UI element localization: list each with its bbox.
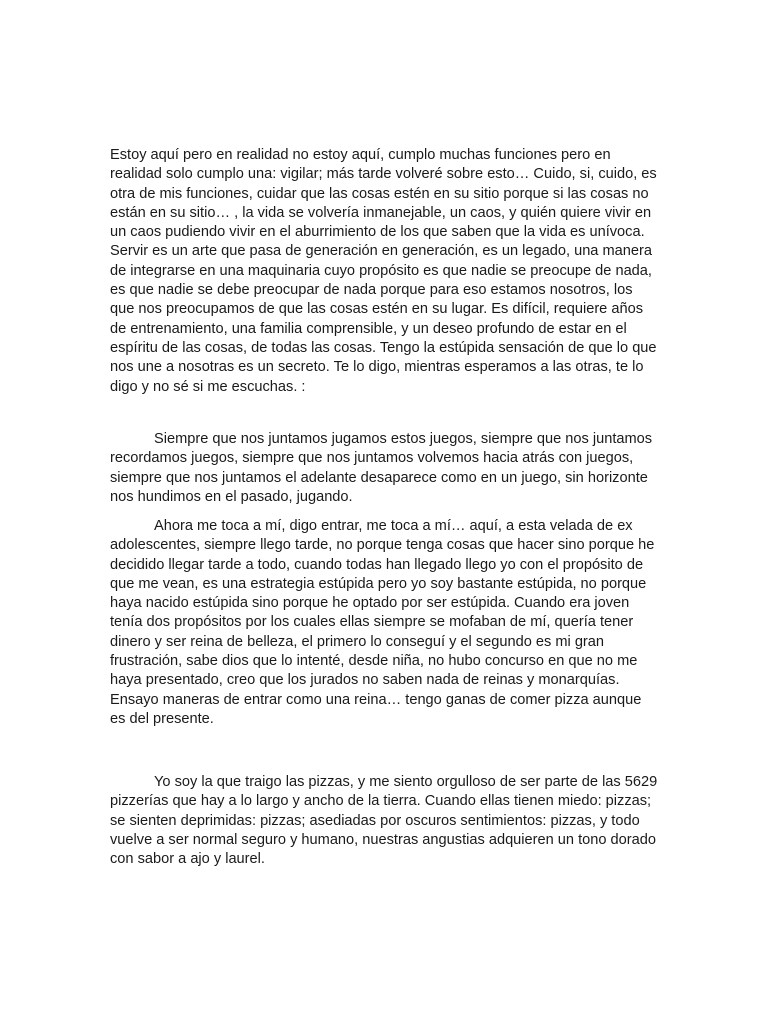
paragraph-2: Siempre que nos juntamos jugamos estos juegos, siempre que nos juntamos recordamos juegos, siempre que nos juntamos volvemos hacia atrás con juegos, siempre que nos juntamos el adelante desaparece como en un juego, sin horizonte nos hundimos en el pasado, jugando. [110, 431, 653, 505]
paragraph-3: Ahora me toca a mí, digo entrar, me toca a mí… aquí, a esta velada de ex adolescentes, siempre llego tarde, no porque tenga cosas que hacer sino porque he decidido llegar tarde a todo, cuando todas han llegado llego yo con el propósito de que me vean, es una estrategia estúpida pero yo soy bastante estúpida, no porque haya nacido estúpida sino porque he optado por ser estúpida. Cuando era joven tenía dos propósitos por los cuales ellas siempre se mofaban de mí, quería tener dinero y ser reina de belleza, el primero lo conseguí y el segundo es mi gran frustración, sabe dios que lo intenté, desde niña, no hubo concurso en que no me haya presentado, creo que los jurados no saben nada de reinas y monarquías. Ensayo maneras de entrar como una reina… tengo ganas de comer pizza aunque es del presente. [110, 518, 655, 727]
paragraph-4: Yo soy la que traigo las pizzas, y me siento orgulloso de ser parte de las 5629 pizzerías que hay a lo largo y ancho de la tierra. Cuando ellas tienen miedo: pizzas; se sienten deprimidas: pizzas; asediadas por oscuros sentimientos: pizzas, y todo vuelve a ser normal seguro y humano, nuestras angustias adquieren un tono dorado con sabor a ajo y laurel. [110, 774, 658, 868]
paragraph-1: Estoy aquí pero en realidad no estoy aquí, cumplo muchas funciones pero en realidad solo cumplo una: vigilar; más tarde volveré sobre esto… Cuido, si, cuido, es otra de mis funciones, cuidar que las cosas estén en su sitio porque si las cosas no están en su sitio… , la vida se volvería inmanejable, un caos, y quién quiere vivir en un caos pudiendo vivir en el aburrimiento de los que saben que la vida es unívoca. Servir es un arte que pasa de generación en generación, es un legado, una manera de integrarse en una maquinaria cuyo propósito es que nadie se preocupe de nada, es que nadie se debe preocupar de nada porque para eso estamos nosotros, los que nos preocupamos de que las cosas estén en su lugar. Es difícil, requiere años de entrenamiento, una familia comprensible, y un deseo profundo de estar en el espíritu de las cosas, de todas las cosas. Tengo la estúpida sensación de que lo que nos une a nosotras es un secreto. Te lo digo, mientras esperamos a las otras, te lo digo y no sé si me escuchas. : [110, 147, 657, 395]
